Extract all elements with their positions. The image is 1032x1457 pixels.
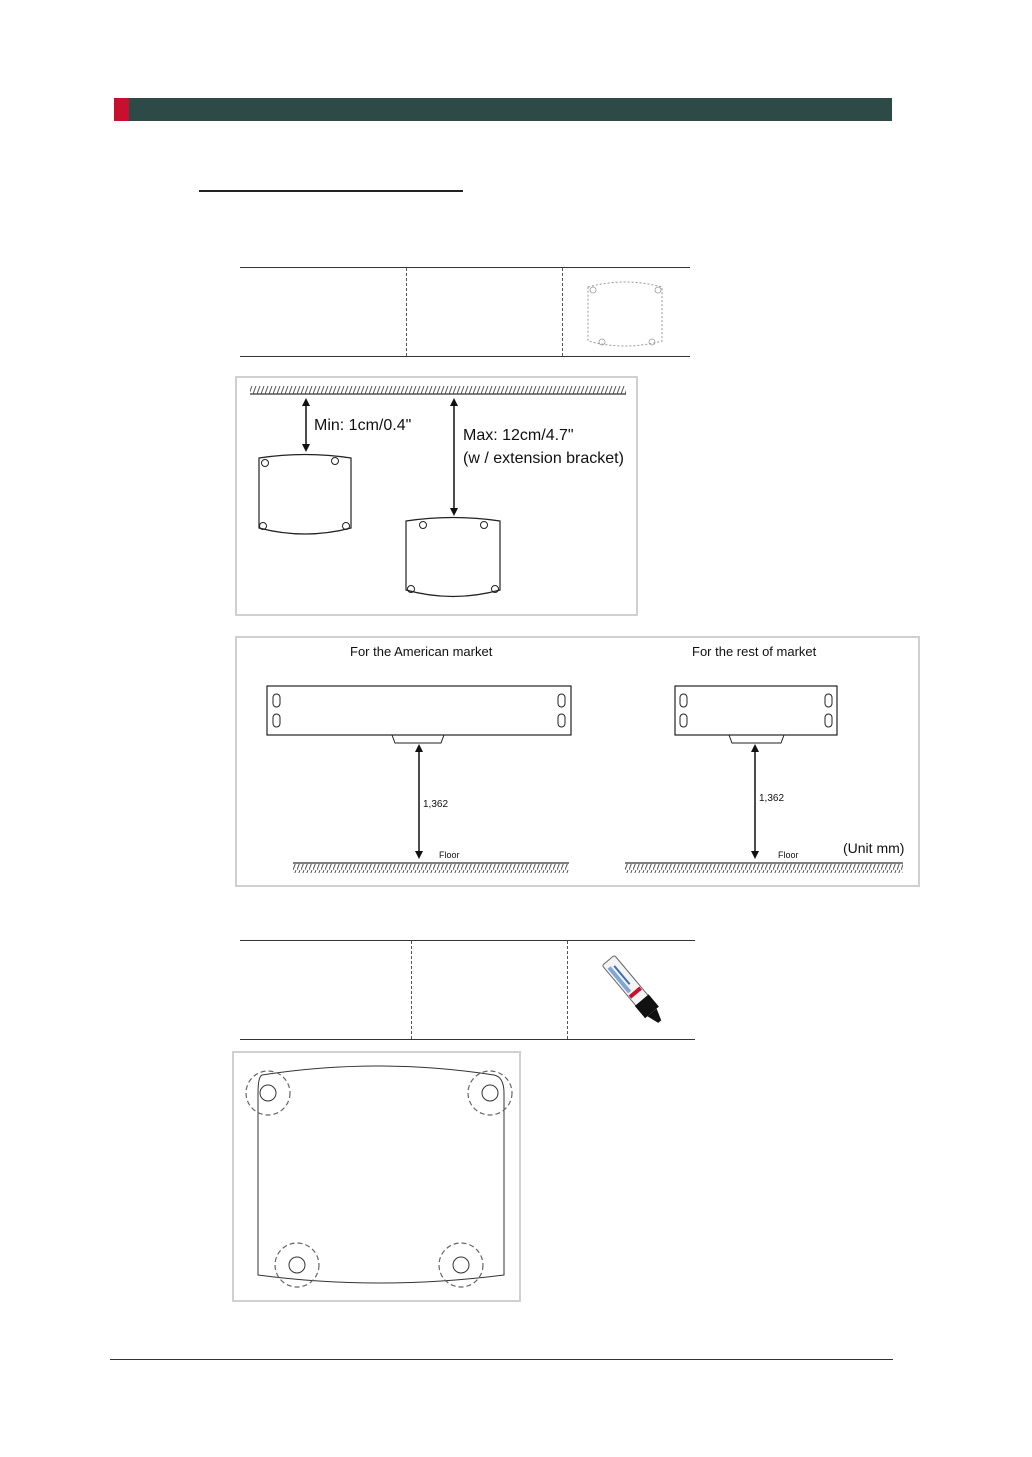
american-floor-hatch (293, 864, 569, 873)
clearance-diagram (237, 378, 640, 618)
bracket-plate-outline (258, 1066, 504, 1283)
clearance-figure (235, 376, 638, 616)
hole-marking-figure (232, 1051, 521, 1302)
install-height-figure (235, 636, 920, 887)
american-dimension-label: 1,362 (423, 799, 449, 810)
american-bracket (267, 686, 571, 735)
section-title-underline (199, 190, 463, 192)
rest-dimension-label: 1,362 (759, 793, 785, 804)
item-table-2 (240, 940, 695, 1040)
min-clearance-label: Min: 1cm/0.4" (314, 417, 412, 434)
ceiling-hatch (250, 386, 626, 394)
table-divider (567, 941, 568, 1039)
rest-bracket (675, 686, 837, 735)
rest-floor-hatch (625, 864, 903, 873)
header-accent (114, 98, 129, 121)
bracket-plate-far (406, 518, 500, 597)
rest-floor-label: Floor (778, 850, 799, 860)
table-divider (406, 268, 407, 356)
unit-label: (Unit mm) (843, 840, 905, 856)
american-floor-label: Floor (439, 850, 460, 860)
marker-pen-icon (594, 947, 674, 1033)
max-clearance-label: Max: 12cm/4.7" (463, 427, 574, 444)
footer-rule (110, 1359, 893, 1360)
table-divider (411, 941, 412, 1039)
bracket-outline-icon (580, 273, 670, 353)
max-clearance-sublabel: (w / extension bracket) (463, 450, 624, 467)
header-bar (114, 98, 892, 121)
item-table-1 (240, 267, 690, 357)
rest-market-title: For the rest of market (692, 644, 817, 659)
american-market-title: For the American market (350, 644, 493, 659)
install-height-diagram (237, 638, 922, 889)
bracket-plate-near (259, 455, 351, 535)
hole-marking-diagram (234, 1053, 523, 1304)
table-divider (562, 268, 563, 356)
